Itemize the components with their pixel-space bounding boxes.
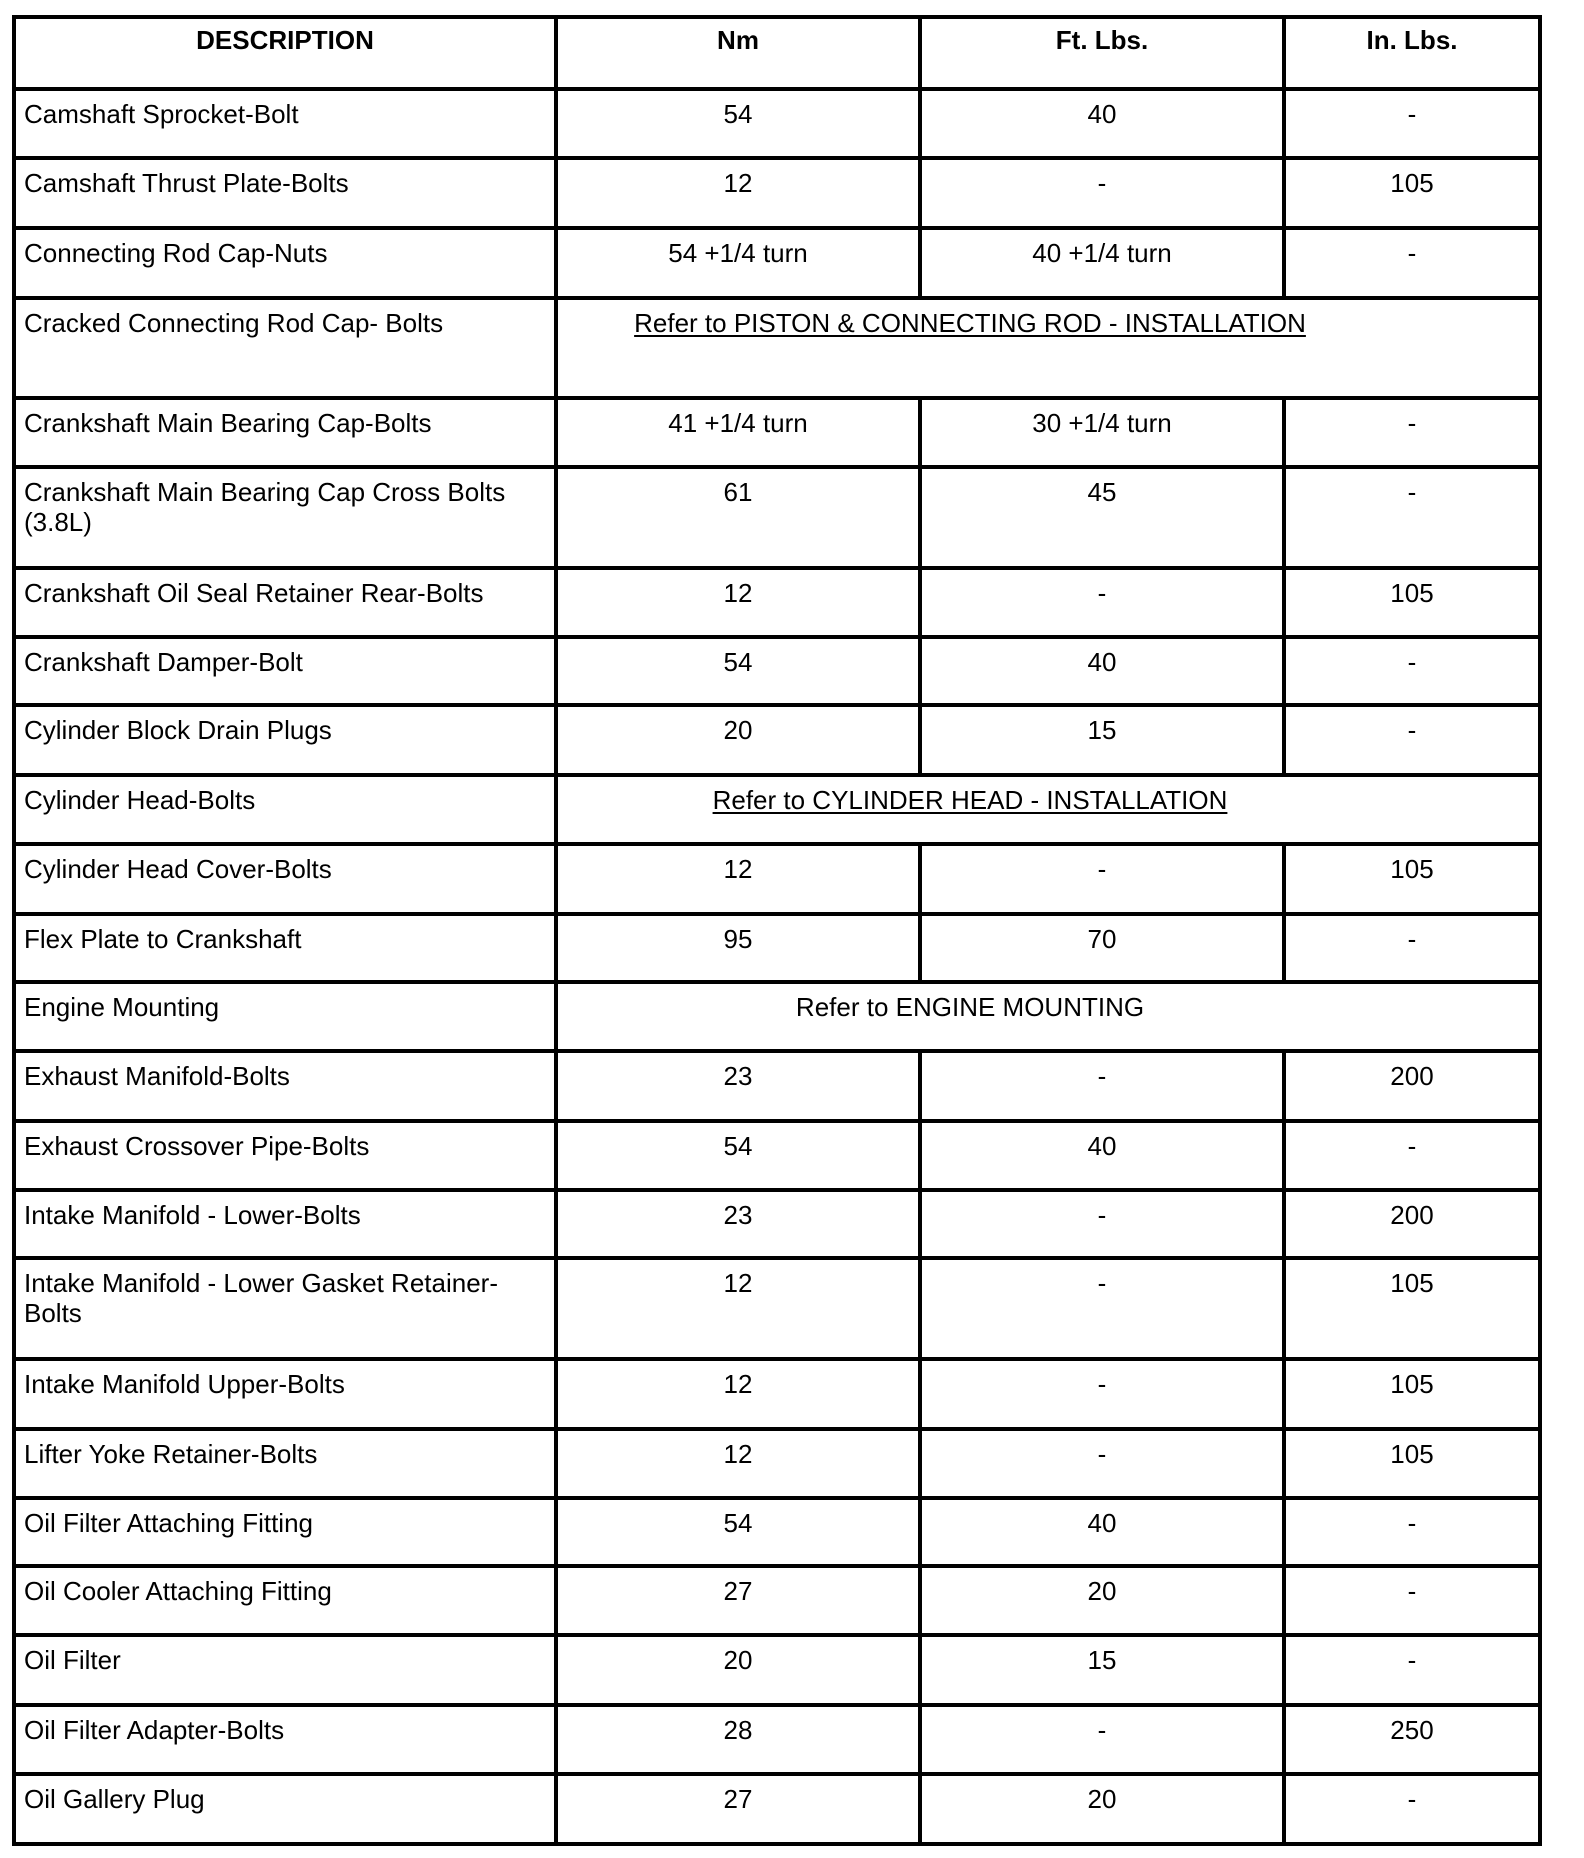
ft-lbs-value-cell: -: [920, 1190, 1284, 1258]
table-row: [14, 844, 1540, 914]
nm-value-cell: 23: [556, 1190, 920, 1258]
in-lbs-value-cell: 105: [1284, 568, 1540, 637]
description-cell: Crankshaft Main Bearing Cap Cross Bolts (3.8L): [14, 467, 556, 568]
nm-value-cell: 23: [556, 1051, 920, 1121]
description-cell: Camshaft Sprocket-Bolt: [14, 89, 556, 158]
ft-lbs-value-cell: 70: [920, 914, 1284, 982]
table-row: [14, 637, 1540, 705]
nm-value-cell: 20: [556, 705, 920, 775]
in-lbs-value-cell: -: [1284, 705, 1540, 775]
in-lbs-value-cell: 250: [1284, 1705, 1540, 1774]
in-lbs-value-cell: 105: [1284, 1359, 1540, 1429]
ft-lbs-value-cell: -: [920, 568, 1284, 637]
ft-lbs-value-cell: 40: [920, 1498, 1284, 1566]
description-cell: Cracked Connecting Rod Cap- Bolts: [14, 298, 556, 398]
in-lbs-value-cell: 200: [1284, 1190, 1540, 1258]
in-lbs-value-cell: -: [1284, 1635, 1540, 1705]
ft-lbs-value-cell: -: [920, 158, 1284, 228]
table-row: [14, 467, 1540, 568]
nm-value-cell: 27: [556, 1774, 920, 1844]
ft-lbs-value-cell: 15: [920, 1635, 1284, 1705]
nm-value-cell: 27: [556, 1566, 920, 1635]
column-header-in-lbs: In. Lbs.: [1284, 17, 1540, 89]
table-row: [14, 89, 1540, 158]
in-lbs-value-cell: 105: [1284, 844, 1540, 914]
ft-lbs-value-cell: -: [920, 1258, 1284, 1359]
table-row: [14, 398, 1540, 467]
table-row: [14, 1774, 1540, 1844]
description-cell: Crankshaft Damper-Bolt: [14, 637, 556, 705]
in-lbs-value-cell: -: [1284, 914, 1540, 982]
description-cell: Oil Filter Adapter-Bolts: [14, 1705, 556, 1774]
ft-lbs-value-cell: 45: [920, 467, 1284, 568]
table-body: [14, 89, 1540, 1844]
table-row: [14, 1051, 1540, 1121]
description-cell: Flex Plate to Crankshaft: [14, 914, 556, 982]
description-cell: Exhaust Manifold-Bolts: [14, 1051, 556, 1121]
nm-value-cell: 54: [556, 1498, 920, 1566]
in-lbs-value-cell: 200: [1284, 1051, 1540, 1121]
table-row: [14, 1190, 1540, 1258]
torque-specifications-table: [12, 15, 1542, 1846]
description-cell: Crankshaft Oil Seal Retainer Rear-Bolts: [14, 568, 556, 637]
nm-value-cell: 12: [556, 1359, 920, 1429]
reference-link[interactable]: Refer to PISTON & CONNECTING ROD - INSTALLATION: [634, 308, 1306, 338]
description-cell: Lifter Yoke Retainer-Bolts: [14, 1429, 556, 1498]
ft-lbs-value-cell: 40: [920, 89, 1284, 158]
header-row: [14, 17, 1540, 89]
nm-value-cell: 95: [556, 914, 920, 982]
table-row: [14, 158, 1540, 228]
nm-value-cell: 12: [556, 844, 920, 914]
description-cell: Oil Cooler Attaching Fitting: [14, 1566, 556, 1635]
ft-lbs-value-cell: -: [920, 1705, 1284, 1774]
table-row: [14, 1705, 1540, 1774]
nm-value-cell: 41 +1/4 turn: [556, 398, 920, 467]
ft-lbs-value-cell: -: [920, 1051, 1284, 1121]
reference-cell: [556, 982, 1540, 1051]
nm-value-cell: 54: [556, 637, 920, 705]
description-cell: Cylinder Block Drain Plugs: [14, 705, 556, 775]
in-lbs-value-cell: -: [1284, 1498, 1540, 1566]
description-cell: Oil Gallery Plug: [14, 1774, 556, 1844]
table-row: [14, 1359, 1540, 1429]
in-lbs-value-cell: -: [1284, 398, 1540, 467]
description-cell: Oil Filter: [14, 1635, 556, 1705]
table-row: [14, 1566, 1540, 1635]
in-lbs-value-cell: -: [1284, 228, 1540, 298]
ft-lbs-value-cell: -: [920, 844, 1284, 914]
column-header-ft-lbs: Ft. Lbs.: [920, 17, 1284, 89]
table-row: [14, 1498, 1540, 1566]
ft-lbs-value-cell: 20: [920, 1774, 1284, 1844]
ft-lbs-value-cell: 40: [920, 1121, 1284, 1190]
table-row: [14, 982, 1540, 1051]
description-cell: Cylinder Head Cover-Bolts: [14, 844, 556, 914]
table-row: [14, 298, 1540, 398]
nm-value-cell: 12: [556, 568, 920, 637]
in-lbs-value-cell: 105: [1284, 158, 1540, 228]
ft-lbs-value-cell: -: [920, 1429, 1284, 1498]
nm-value-cell: 54 +1/4 turn: [556, 228, 920, 298]
nm-value-cell: 12: [556, 1258, 920, 1359]
nm-value-cell: 54: [556, 1121, 920, 1190]
nm-value-cell: 20: [556, 1635, 920, 1705]
table-row: [14, 1258, 1540, 1359]
column-header-description: DESCRIPTION: [14, 17, 556, 89]
table-row: [14, 705, 1540, 775]
column-header-nm: Nm: [556, 17, 920, 89]
description-cell: Oil Filter Attaching Fitting: [14, 1498, 556, 1566]
ft-lbs-value-cell: 40 +1/4 turn: [920, 228, 1284, 298]
description-cell: Camshaft Thrust Plate-Bolts: [14, 158, 556, 228]
ft-lbs-value-cell: 40: [920, 637, 1284, 705]
in-lbs-value-cell: -: [1284, 89, 1540, 158]
description-cell: Engine Mounting: [14, 982, 556, 1051]
in-lbs-value-cell: -: [1284, 467, 1540, 568]
ft-lbs-value-cell: 20: [920, 1566, 1284, 1635]
table-row: [14, 568, 1540, 637]
ft-lbs-value-cell: -: [920, 1359, 1284, 1429]
table-row: [14, 1635, 1540, 1705]
ft-lbs-value-cell: 30 +1/4 turn: [920, 398, 1284, 467]
reference-link[interactable]: Refer to CYLINDER HEAD - INSTALLATION: [712, 785, 1228, 815]
nm-value-cell: 28: [556, 1705, 920, 1774]
nm-value-cell: 12: [556, 158, 920, 228]
in-lbs-value-cell: 105: [1284, 1429, 1540, 1498]
table-row: [14, 228, 1540, 298]
reference-text: Refer to ENGINE MOUNTING: [795, 992, 1145, 1022]
in-lbs-value-cell: -: [1284, 1774, 1540, 1844]
description-cell: Cylinder Head-Bolts: [14, 775, 556, 844]
nm-value-cell: 61: [556, 467, 920, 568]
description-cell: Intake Manifold - Lower-Bolts: [14, 1190, 556, 1258]
description-cell: Crankshaft Main Bearing Cap-Bolts: [14, 398, 556, 467]
nm-value-cell: 12: [556, 1429, 920, 1498]
reference-cell: [556, 298, 1540, 398]
nm-value-cell: 54: [556, 89, 920, 158]
reference-cell: [556, 775, 1540, 844]
in-lbs-value-cell: -: [1284, 1566, 1540, 1635]
ft-lbs-value-cell: 15: [920, 705, 1284, 775]
description-cell: Intake Manifold Upper-Bolts: [14, 1359, 556, 1429]
description-cell: Intake Manifold - Lower Gasket Retainer-Bolts: [14, 1258, 556, 1359]
in-lbs-value-cell: 105: [1284, 1258, 1540, 1359]
table-row: [14, 914, 1540, 982]
in-lbs-value-cell: -: [1284, 637, 1540, 705]
table-row: [14, 1121, 1540, 1190]
table-row: [14, 775, 1540, 844]
description-cell: Connecting Rod Cap-Nuts: [14, 228, 556, 298]
in-lbs-value-cell: -: [1284, 1121, 1540, 1190]
description-cell: Exhaust Crossover Pipe-Bolts: [14, 1121, 556, 1190]
table-row: [14, 1429, 1540, 1498]
